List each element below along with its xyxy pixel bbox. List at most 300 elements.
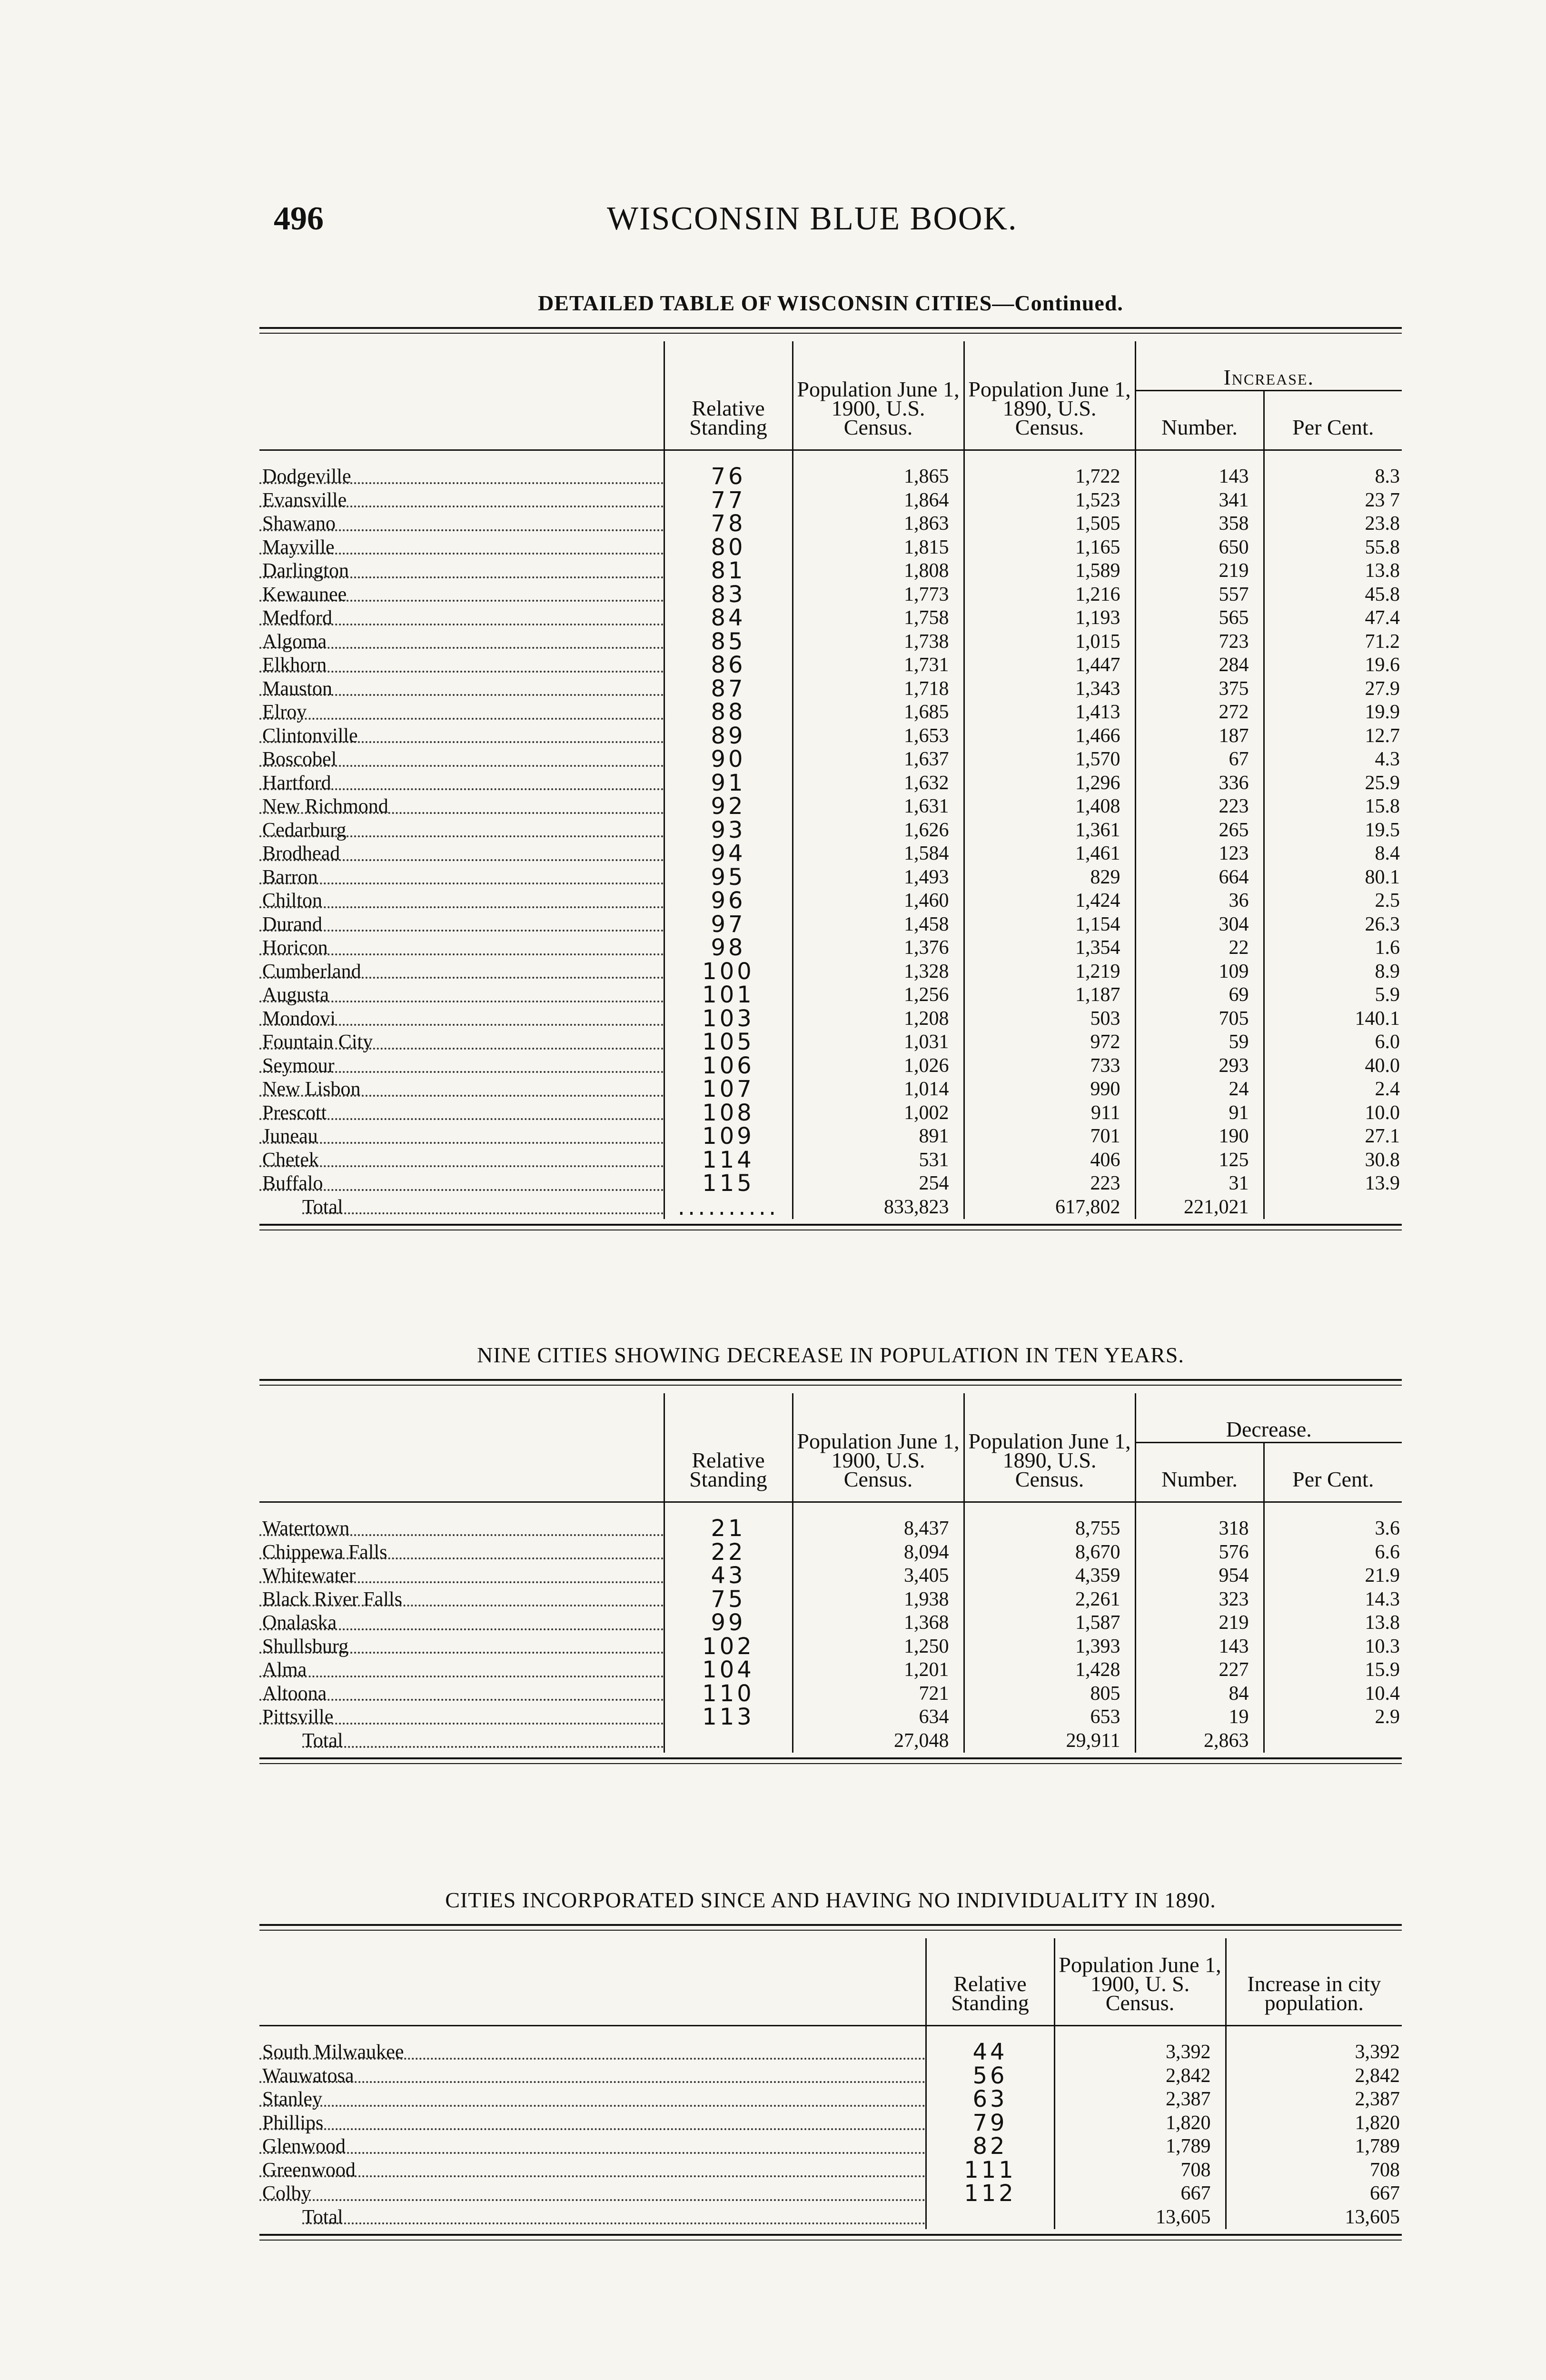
population-1900: 8,094 xyxy=(793,1541,964,1565)
population-1900: 1,026 xyxy=(793,1054,964,1078)
change-number: 143 xyxy=(1135,1635,1264,1659)
total-increase: 13,605 xyxy=(1226,2206,1402,2230)
increase: 3,392 xyxy=(1226,2041,1402,2064)
change-percent: 2.9 xyxy=(1264,1706,1402,1729)
population-1900: 1,938 xyxy=(793,1588,964,1612)
city-name: Hartford xyxy=(262,772,331,794)
table1-caption: DETAILED TABLE OF WISCONSIN CITIES—Continued. xyxy=(538,291,1123,315)
population-1900: 1,758 xyxy=(793,606,964,630)
table-row xyxy=(259,1517,1402,1541)
relative-standing: 96 xyxy=(664,889,793,913)
population-1900: 1,631 xyxy=(793,795,964,819)
table-row xyxy=(259,1635,1402,1659)
population-1900: 1,328 xyxy=(793,960,964,984)
change-number: 219 xyxy=(1135,559,1264,583)
population-1890: 1,154 xyxy=(964,913,1135,937)
city-name: Elkhorn xyxy=(262,654,327,676)
change-percent: 4.3 xyxy=(1264,748,1402,772)
population-1890: 1,296 xyxy=(964,772,1135,795)
city-name: Horicon xyxy=(262,937,328,959)
col-pop1900: Population June 1, 1900, U.S. Census. xyxy=(793,1393,964,1492)
col-standing: Relative Standing xyxy=(664,341,793,440)
change-percent: 30.8 xyxy=(1264,1149,1402,1172)
page-number: 496 xyxy=(274,200,324,237)
relative-standing: 80 xyxy=(664,536,793,560)
change-number: 650 xyxy=(1135,536,1264,560)
change-percent: 15.9 xyxy=(1264,1658,1402,1682)
population-1890: 2,261 xyxy=(964,1588,1135,1612)
table-row xyxy=(259,583,1402,607)
relative-standing: 98 xyxy=(664,936,793,960)
change-percent: 12.7 xyxy=(1264,724,1402,748)
table1-body xyxy=(259,450,1402,1220)
change-percent: 8.9 xyxy=(1264,960,1402,984)
change-percent: 6.6 xyxy=(1264,1541,1402,1565)
change-number: 664 xyxy=(1135,866,1264,890)
change-percent: 21.9 xyxy=(1264,1564,1402,1588)
change-percent: 23.8 xyxy=(1264,512,1402,536)
change-percent: 6.0 xyxy=(1264,1031,1402,1054)
change-number: 284 xyxy=(1135,654,1264,677)
city-name: Shawano xyxy=(262,513,336,535)
total-pop1900: 833,823 xyxy=(793,1196,964,1220)
change-number: 557 xyxy=(1135,583,1264,607)
change-percent: 26.3 xyxy=(1264,913,1402,937)
relative-standing: 100 xyxy=(664,960,793,984)
table-row xyxy=(259,1541,1402,1565)
population-1890: 1,187 xyxy=(964,983,1135,1007)
population-1900: 531 xyxy=(793,1149,964,1172)
population-1890: 1,523 xyxy=(964,489,1135,513)
population-1890: 1,219 xyxy=(964,960,1135,984)
city-name: Phillips xyxy=(262,2112,324,2134)
relative-standing: 84 xyxy=(664,606,793,630)
relative-standing: 79 xyxy=(926,2112,1054,2135)
population-1900: 634 xyxy=(793,1706,964,1729)
total-standing: .......... xyxy=(664,1196,793,1220)
relative-standing: 89 xyxy=(664,724,793,748)
relative-standing: 97 xyxy=(664,913,793,937)
change-number: 304 xyxy=(1135,913,1264,937)
city-name: Colby xyxy=(262,2182,311,2204)
change-number: 69 xyxy=(1135,983,1264,1007)
table-row xyxy=(259,536,1402,560)
city-name: Juneau xyxy=(262,1125,318,1147)
table-row xyxy=(259,1007,1402,1031)
change-number: 36 xyxy=(1135,889,1264,913)
table-row xyxy=(259,2088,1402,2112)
population-1890: 1,461 xyxy=(964,842,1135,866)
population-1900: 3,392 xyxy=(1054,2041,1226,2064)
population-1900: 1,789 xyxy=(1054,2135,1226,2159)
population-1890: 4,359 xyxy=(964,1564,1135,1588)
change-percent: 10.4 xyxy=(1264,1682,1402,1706)
table-incorporated xyxy=(259,1887,1402,2241)
relative-standing: 88 xyxy=(664,701,793,724)
city-name: Mondovi xyxy=(262,1007,336,1030)
relative-standing: 85 xyxy=(664,630,793,654)
change-number: 954 xyxy=(1135,1564,1264,1588)
relative-standing: 92 xyxy=(664,795,793,819)
city-name: Greenwood xyxy=(262,2159,356,2181)
population-1890: 733 xyxy=(964,1054,1135,1078)
population-1900: 1,002 xyxy=(793,1101,964,1125)
population-1890: 1,466 xyxy=(964,724,1135,748)
population-1900: 8,437 xyxy=(793,1517,964,1541)
city-name: Whitewater xyxy=(262,1565,356,1587)
table-row xyxy=(259,2182,1402,2206)
change-number: 227 xyxy=(1135,1658,1264,1682)
table-row xyxy=(259,654,1402,677)
change-number: 190 xyxy=(1135,1125,1264,1149)
change-number: 272 xyxy=(1135,701,1264,724)
relative-standing: 82 xyxy=(926,2135,1054,2159)
table-row xyxy=(259,772,1402,795)
city-name: Alma xyxy=(262,1659,307,1681)
table-row xyxy=(259,1564,1402,1588)
population-1900: 1,653 xyxy=(793,724,964,748)
population-1900: 1,201 xyxy=(793,1658,964,1682)
change-number: 358 xyxy=(1135,512,1264,536)
table-row xyxy=(259,960,1402,984)
change-percent: 2.4 xyxy=(1264,1078,1402,1101)
table-decrease xyxy=(259,1342,1402,1764)
increase: 1,820 xyxy=(1226,2112,1402,2135)
population-1890: 1,505 xyxy=(964,512,1135,536)
city-name: Clintonville xyxy=(262,724,358,747)
relative-standing: 115 xyxy=(664,1172,793,1196)
table-row xyxy=(259,701,1402,724)
total-row xyxy=(259,1196,1402,1220)
relative-standing: 90 xyxy=(664,748,793,772)
population-1890: 990 xyxy=(964,1078,1135,1101)
relative-standing: 105 xyxy=(664,1031,793,1054)
population-1900: 254 xyxy=(793,1172,964,1196)
col-pop1900: Population June 1, 1900, U.S. Census. xyxy=(793,341,964,440)
table-row xyxy=(259,819,1402,843)
population-1900: 1,773 xyxy=(793,583,964,607)
table-row xyxy=(259,2159,1402,2182)
relative-standing: 106 xyxy=(664,1054,793,1078)
city-name: Elroy xyxy=(262,701,307,723)
relative-standing: 113 xyxy=(664,1706,793,1729)
change-number: 143 xyxy=(1135,465,1264,489)
city-name: Cedarburg xyxy=(262,819,347,841)
increase: 708 xyxy=(1226,2159,1402,2182)
population-1900: 1,808 xyxy=(793,559,964,583)
table-cities-continued xyxy=(259,290,1402,1230)
table-row xyxy=(259,748,1402,772)
population-1890: 1,587 xyxy=(964,1611,1135,1635)
population-1900: 1,863 xyxy=(793,512,964,536)
city-name: Shullsburg xyxy=(262,1635,349,1657)
population-1890: 8,670 xyxy=(964,1541,1135,1565)
change-percent: 13.9 xyxy=(1264,1172,1402,1196)
relative-standing: 22 xyxy=(664,1541,793,1565)
change-percent: 45.8 xyxy=(1264,583,1402,607)
col-decrease-group: Decrease. xyxy=(1135,1393,1402,1443)
relative-standing: 110 xyxy=(664,1682,793,1706)
population-1890: 1,408 xyxy=(964,795,1135,819)
change-number: 125 xyxy=(1135,1149,1264,1172)
population-1890: 1,413 xyxy=(964,701,1135,724)
table-row xyxy=(259,1101,1402,1125)
population-1890: 1,216 xyxy=(964,583,1135,607)
change-percent: 8.4 xyxy=(1264,842,1402,866)
change-number: 22 xyxy=(1135,936,1264,960)
table2-body xyxy=(259,1502,1402,1753)
city-name: Mauston xyxy=(262,677,332,700)
change-number: 265 xyxy=(1135,819,1264,843)
city-name: Prescott xyxy=(262,1101,327,1124)
relative-standing: 87 xyxy=(664,677,793,701)
population-1890: 653 xyxy=(964,1706,1135,1729)
total-pop1890: 617,802 xyxy=(964,1196,1135,1220)
population-1900: 708 xyxy=(1054,2159,1226,2182)
change-percent: 55.8 xyxy=(1264,536,1402,560)
table-row xyxy=(259,1031,1402,1054)
population-1900: 2,387 xyxy=(1054,2088,1226,2112)
table3-caption: CITIES INCORPORATED SINCE AND HAVING NO INDIVIDUALITY IN 1890. xyxy=(445,1888,1216,1912)
change-percent: 40.0 xyxy=(1264,1054,1402,1078)
population-1890: 1,570 xyxy=(964,748,1135,772)
city-name: Evansville xyxy=(262,489,347,511)
population-1900: 1,256 xyxy=(793,983,964,1007)
population-1890: 1,393 xyxy=(964,1635,1135,1659)
relative-standing: 63 xyxy=(926,2088,1054,2112)
change-percent: 27.9 xyxy=(1264,677,1402,701)
change-number: 223 xyxy=(1135,795,1264,819)
relative-standing: 86 xyxy=(664,654,793,677)
population-1900: 1,685 xyxy=(793,701,964,724)
relative-standing: 94 xyxy=(664,842,793,866)
population-1900: 1,493 xyxy=(793,866,964,890)
change-number: 723 xyxy=(1135,630,1264,654)
change-percent: 2.5 xyxy=(1264,889,1402,913)
relative-standing: 104 xyxy=(664,1658,793,1682)
change-number: 576 xyxy=(1135,1541,1264,1565)
population-1900: 1,738 xyxy=(793,630,964,654)
city-name: Brodhead xyxy=(262,843,340,864)
change-number: 59 xyxy=(1135,1031,1264,1054)
change-percent: 10.0 xyxy=(1264,1101,1402,1125)
city-name: Darlington xyxy=(262,560,349,582)
population-1890: 406 xyxy=(964,1149,1135,1172)
population-1900: 1,250 xyxy=(793,1635,964,1659)
change-percent: 1.6 xyxy=(1264,936,1402,960)
relative-standing: 112 xyxy=(926,2182,1054,2206)
change-percent: 15.8 xyxy=(1264,795,1402,819)
table-row xyxy=(259,795,1402,819)
city-name: Onalaska xyxy=(262,1612,337,1634)
change-number: 67 xyxy=(1135,748,1264,772)
population-1900: 1,632 xyxy=(793,772,964,795)
population-1900: 1,865 xyxy=(793,465,964,489)
city-name: Black River Falls xyxy=(262,1588,402,1610)
population-1900: 1,584 xyxy=(793,842,964,866)
relative-standing: 78 xyxy=(664,512,793,536)
city-name: Seymour xyxy=(262,1054,335,1077)
population-1890: 1,343 xyxy=(964,677,1135,701)
col-standing: Relative Standing xyxy=(664,1393,793,1492)
relative-standing: 95 xyxy=(664,866,793,890)
table-row xyxy=(259,866,1402,890)
table-row xyxy=(259,842,1402,866)
population-1900: 1,031 xyxy=(793,1031,964,1054)
relative-standing: 107 xyxy=(664,1078,793,1101)
table3 xyxy=(259,1938,1402,2229)
table-row xyxy=(259,2064,1402,2088)
city-name: Mayville xyxy=(262,536,335,558)
city-name: Algoma xyxy=(262,630,327,653)
col-increase: Increase in city population. xyxy=(1226,1938,1402,2015)
population-1900: 721 xyxy=(793,1682,964,1706)
relative-standing: 109 xyxy=(664,1125,793,1149)
population-1900: 891 xyxy=(793,1125,964,1149)
table-row xyxy=(259,630,1402,654)
table-row xyxy=(259,2112,1402,2135)
change-percent: 71.2 xyxy=(1264,630,1402,654)
table2 xyxy=(259,1393,1402,1753)
population-1890: 805 xyxy=(964,1682,1135,1706)
change-number: 705 xyxy=(1135,1007,1264,1031)
col-percent: Per Cent. xyxy=(1264,391,1402,440)
col-number: Number. xyxy=(1135,391,1264,440)
relative-standing: 91 xyxy=(664,772,793,795)
table-row xyxy=(259,936,1402,960)
city-name: Glenwood xyxy=(262,2135,346,2157)
city-name: Altoona xyxy=(262,1682,327,1705)
population-1900: 1,208 xyxy=(793,1007,964,1031)
change-number: 375 xyxy=(1135,677,1264,701)
population-1890: 1,354 xyxy=(964,936,1135,960)
city-name: Medford xyxy=(262,607,332,629)
col-percent: Per Cent. xyxy=(1264,1443,1402,1492)
table-row xyxy=(259,1078,1402,1101)
change-number: 565 xyxy=(1135,606,1264,630)
table-row xyxy=(259,1682,1402,1706)
table-row xyxy=(259,606,1402,630)
city-name: Durand xyxy=(262,913,322,935)
relative-standing: 77 xyxy=(664,489,793,513)
city-name: Boscobel xyxy=(262,748,337,770)
population-1900: 1,626 xyxy=(793,819,964,843)
col-pop1890: Population June 1, 1890, U.S. Census. xyxy=(964,341,1135,440)
change-percent: 23 7 xyxy=(1264,489,1402,513)
city-name: New Lisbon xyxy=(262,1078,361,1100)
population-1900: 667 xyxy=(1054,2182,1226,2206)
city-name: Dodgeville xyxy=(262,466,351,487)
table-row xyxy=(259,1172,1402,1196)
city-name: Kewaunee xyxy=(262,583,347,605)
change-percent: 8.3 xyxy=(1264,465,1402,489)
relative-standing: 83 xyxy=(664,583,793,607)
table2-caption: NINE CITIES SHOWING DECREASE IN POPULATION IN TEN YEARS. xyxy=(477,1343,1184,1367)
change-percent: 10.3 xyxy=(1264,1635,1402,1659)
city-name: South Milwaukee xyxy=(262,2041,404,2063)
change-number: 293 xyxy=(1135,1054,1264,1078)
table-row xyxy=(259,512,1402,536)
change-percent: 27.1 xyxy=(1264,1125,1402,1149)
increase: 2,842 xyxy=(1226,2064,1402,2088)
col-standing: Relative Standing xyxy=(926,1938,1054,2015)
change-number: 123 xyxy=(1135,842,1264,866)
population-1890: 1,165 xyxy=(964,536,1135,560)
change-percent: 19.9 xyxy=(1264,701,1402,724)
city-name: Barron xyxy=(262,866,318,888)
relative-standing: 108 xyxy=(664,1101,793,1125)
total-label: Total xyxy=(302,2206,343,2228)
change-number: 31 xyxy=(1135,1172,1264,1196)
population-1890: 503 xyxy=(964,1007,1135,1031)
population-1890: 1,361 xyxy=(964,819,1135,843)
table-row xyxy=(259,677,1402,701)
change-percent: 80.1 xyxy=(1264,866,1402,890)
population-1890: 972 xyxy=(964,1031,1135,1054)
change-number: 19 xyxy=(1135,1706,1264,1729)
table-row xyxy=(259,889,1402,913)
population-1890: 1,428 xyxy=(964,1658,1135,1682)
population-1900: 1,731 xyxy=(793,654,964,677)
population-1900: 2,842 xyxy=(1054,2064,1226,2088)
total-pop1900: 13,605 xyxy=(1054,2206,1226,2230)
city-name: Chilton xyxy=(262,890,323,912)
city-name: Fountain City xyxy=(262,1031,373,1053)
total-row xyxy=(259,1729,1402,1753)
change-number: 91 xyxy=(1135,1101,1264,1125)
col-increase-group: Increase. xyxy=(1135,341,1402,391)
population-1890: 1,447 xyxy=(964,654,1135,677)
population-1900: 1,820 xyxy=(1054,2112,1226,2135)
population-1890: 1,193 xyxy=(964,606,1135,630)
population-1900: 1,458 xyxy=(793,913,964,937)
page-header xyxy=(274,200,1392,248)
change-percent: 14.3 xyxy=(1264,1588,1402,1612)
city-name: Stanley xyxy=(262,2088,322,2110)
table-row xyxy=(259,489,1402,513)
table-row xyxy=(259,983,1402,1007)
table-row xyxy=(259,1658,1402,1682)
change-number: 24 xyxy=(1135,1078,1264,1101)
relative-standing: 43 xyxy=(664,1564,793,1588)
change-percent: 13.8 xyxy=(1264,1611,1402,1635)
change-number: 219 xyxy=(1135,1611,1264,1635)
change-percent: 5.9 xyxy=(1264,983,1402,1007)
city-name: New Richmond xyxy=(262,795,388,817)
col-pop1900: Population June 1, 1900, U. S. Census. xyxy=(1054,1938,1226,2015)
city-name: Cumberland xyxy=(262,960,361,982)
population-1900: 1,460 xyxy=(793,889,964,913)
population-1900: 1,368 xyxy=(793,1611,964,1635)
table-row xyxy=(259,559,1402,583)
change-percent: 13.8 xyxy=(1264,559,1402,583)
total-pop1900: 27,048 xyxy=(793,1729,964,1753)
change-percent: 140.1 xyxy=(1264,1007,1402,1031)
population-1890: 701 xyxy=(964,1125,1135,1149)
relative-standing: 101 xyxy=(664,983,793,1007)
population-1900: 1,718 xyxy=(793,677,964,701)
table1 xyxy=(259,341,1402,1219)
change-percent: 47.4 xyxy=(1264,606,1402,630)
book-title: WISCONSIN BLUE BOOK. xyxy=(607,200,1018,237)
relative-standing: 103 xyxy=(664,1007,793,1031)
table-row xyxy=(259,2041,1402,2064)
col-number: Number. xyxy=(1135,1443,1264,1492)
table-row xyxy=(259,465,1402,489)
population-1890: 911 xyxy=(964,1101,1135,1125)
population-1890: 223 xyxy=(964,1172,1135,1196)
city-name: Watertown xyxy=(262,1517,350,1539)
